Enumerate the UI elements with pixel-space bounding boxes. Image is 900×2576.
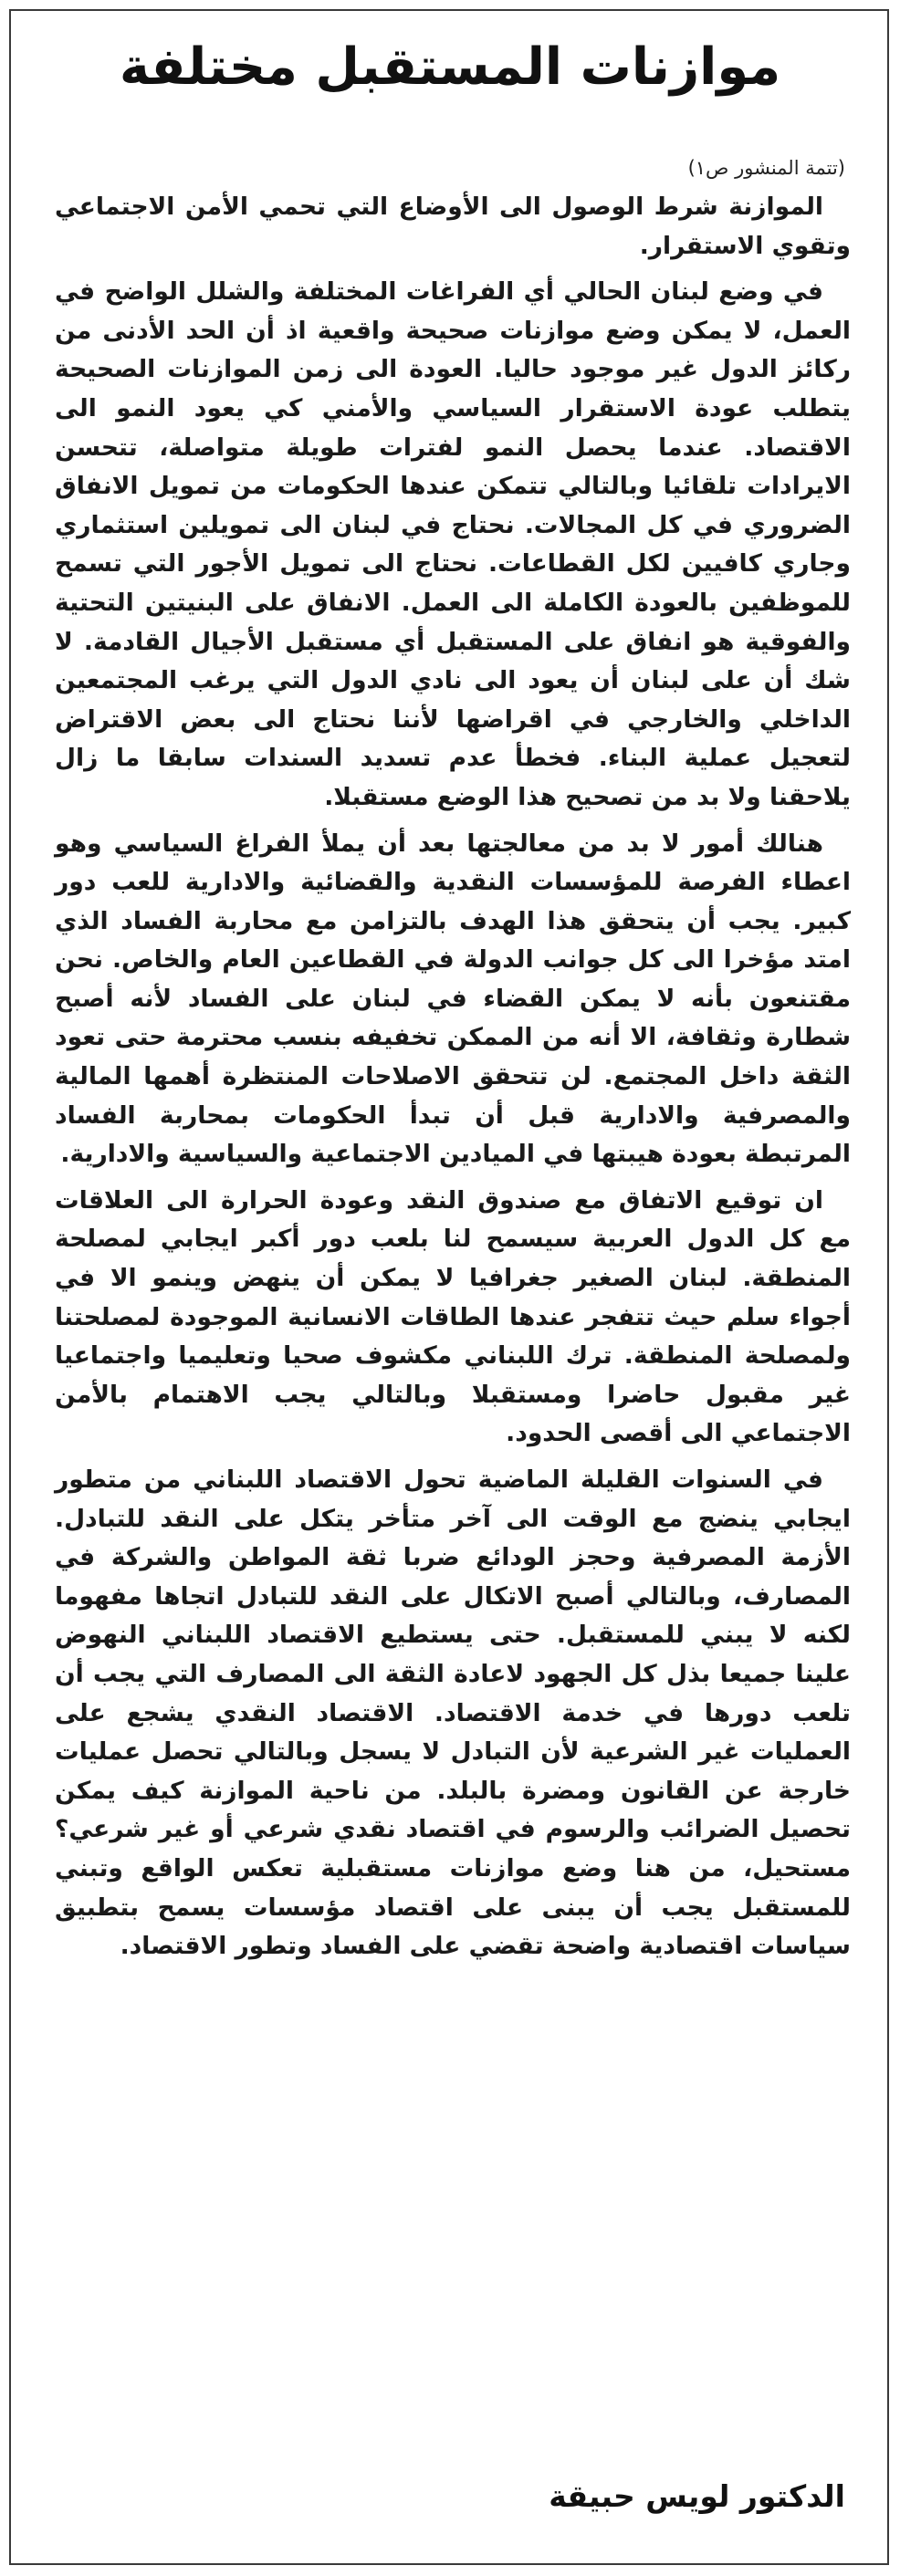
paragraph: في وضع لبنان الحالي أي الفراغات المختلفة والشلل الواضح في العمل، لا يمكن وضع موازنات صحيحة واقعية اذ أن الحد الأدنى من ركائز الدول غير موجود حاليا. العودة الى زمن الموازنات الصحيحة يتطلب عودة الاستقرار السياسي والأمني كي يعود النمو الى الاقتصاد. عندما يحصل النمو لفترات طويلة متواصلة، تتحسن الايرادات تلقائيا وبالتالي تتمكن عندها الحكومات من تمويل الانفاق الضروري في كل المجالات. نحتاج في لبنان الى تمويلين استثماري وجاري كافيين لكل القطاعات. نحتاج الى تمويل الأجور التي تسمح للموظفين بالعودة الكاملة الى العمل. الانفاق على البنيتين التحتية والفوقية هو انفاق على المستقبل أي مستقبل الأجيال القادمة. لا شك أن على لبنان أن يعود الى نادي الدول التي يرغب المجتمعين الداخلي والخارجي في اقراضها لأننا نحتاج الى بعض الاقتراض لتعجيل عملية البناء. فخطأ عدم تسديد السندات سابقا ما زال يلاحقنا ولا بد من تصحيح هذا الوضع مستقبلا. — [55, 277, 851, 811]
paragraph: ان توقيع الاتفاق مع صندوق النقد وعودة الحرارة الى العلاقات مع كل الدول العربية سيسمح لنا بلعب دور أكبر ايجابي لمصلحة المنطقة. لبنان الصغير جغرافيا لا يمكن أن ينهض وينمو الا في أجواء سلم حيث تتفجر عندها الطاقات الانسانية الموجودة لمصلحتنا ولمصلحة المنطقة. ترك اللبناني مكشوف صحيا وتعليميا واجتماعيا غير مقبول حاضرا ومستقبلا وبالتالي يجب الاهتمام بالأمن الاجتماعي الى أقصى الحدود. — [55, 1185, 851, 1448]
paragraph: هنالك أمور لا بد من معالجتها بعد أن يملأ الفراغ السياسي وهو اعطاء الفرصة للمؤسسات النقدية والقضائية والادارية للعب دور كبير. يجب أن يتحقق هذا الهدف بالتزامن مع محاربة الفساد الذي امتد مؤخرا الى كل جوانب الدولة في القطاعين العام والخاص. نحن مقتنعون بأنه لا يمكن القضاء في لبنان على الفساد لأنه أصبح شطارة وثقافة، الا أنه من الممكن تخفيفه بنسب محترمة حتى تعود الثقة داخل المجتمع. لن تتحقق الاصلاحات المنتظرة أهمها المالية والمصرفية والادارية قبل أن تبدأ الحكومات بمحاربة الفساد المرتبطة بعودة هيبتها في الميادين الاجتماعية والسياسية والادارية. — [55, 829, 851, 1169]
article-body — [55, 188, 851, 1974]
paragraph: في السنوات القليلة الماضية تحول الاقتصاد اللبناني من متطور ايجابي ينضج مع الوقت الى آخر متأخر يتكل على النقد للتبادل. الأزمة المصرفية وحجز الودائع ضربا ثقة المواطن والشركة في المصارف، وبالتالي أصبح الاتكال على النقد للتبادل اتجاها مفهوما لكنه لا يبني للمستقبل. حتى يستطيع الاقتصاد اللبناني النهوض علينا جميعا بذل كل الجهود لاعادة الثقة الى المصارف التي يجب أن تلعب دورها في خدمة الاقتصاد. الاقتصاد النقدي يشجع على العمليات غير الشرعية لأن التبادل لا يسجل وبالتالي تحصل عمليات خارجة عن القانون ومضرة بالبلد. من ناحية الموازنة كيف يمكن تحصيل الضرائب والرسوم في اقتصاد نقدي شرعي أو غير شرعي؟ مستحيل، من هنا وضع موازنات مستقبلية تعكس الواقع وتبني للمستقبل يجب أن يبنى على اقتصاد مؤسسات يسمح بتطبيق سياسات اقتصادية واضحة تقضي على الفساد وتطور الاقتصاد. — [55, 1465, 851, 1961]
paragraph: الموازنة شرط الوصول الى الأوضاع التي تحمي الأمن الاجتماعي وتقوي الاستقرار. — [55, 193, 851, 260]
author-signature: الدكتور لويس حبيقة — [549, 2478, 845, 2514]
continuation-note: (تتمة المنشور ص١) — [687, 157, 845, 179]
article-title: موازنات المستقبل مختلفة — [119, 37, 781, 97]
